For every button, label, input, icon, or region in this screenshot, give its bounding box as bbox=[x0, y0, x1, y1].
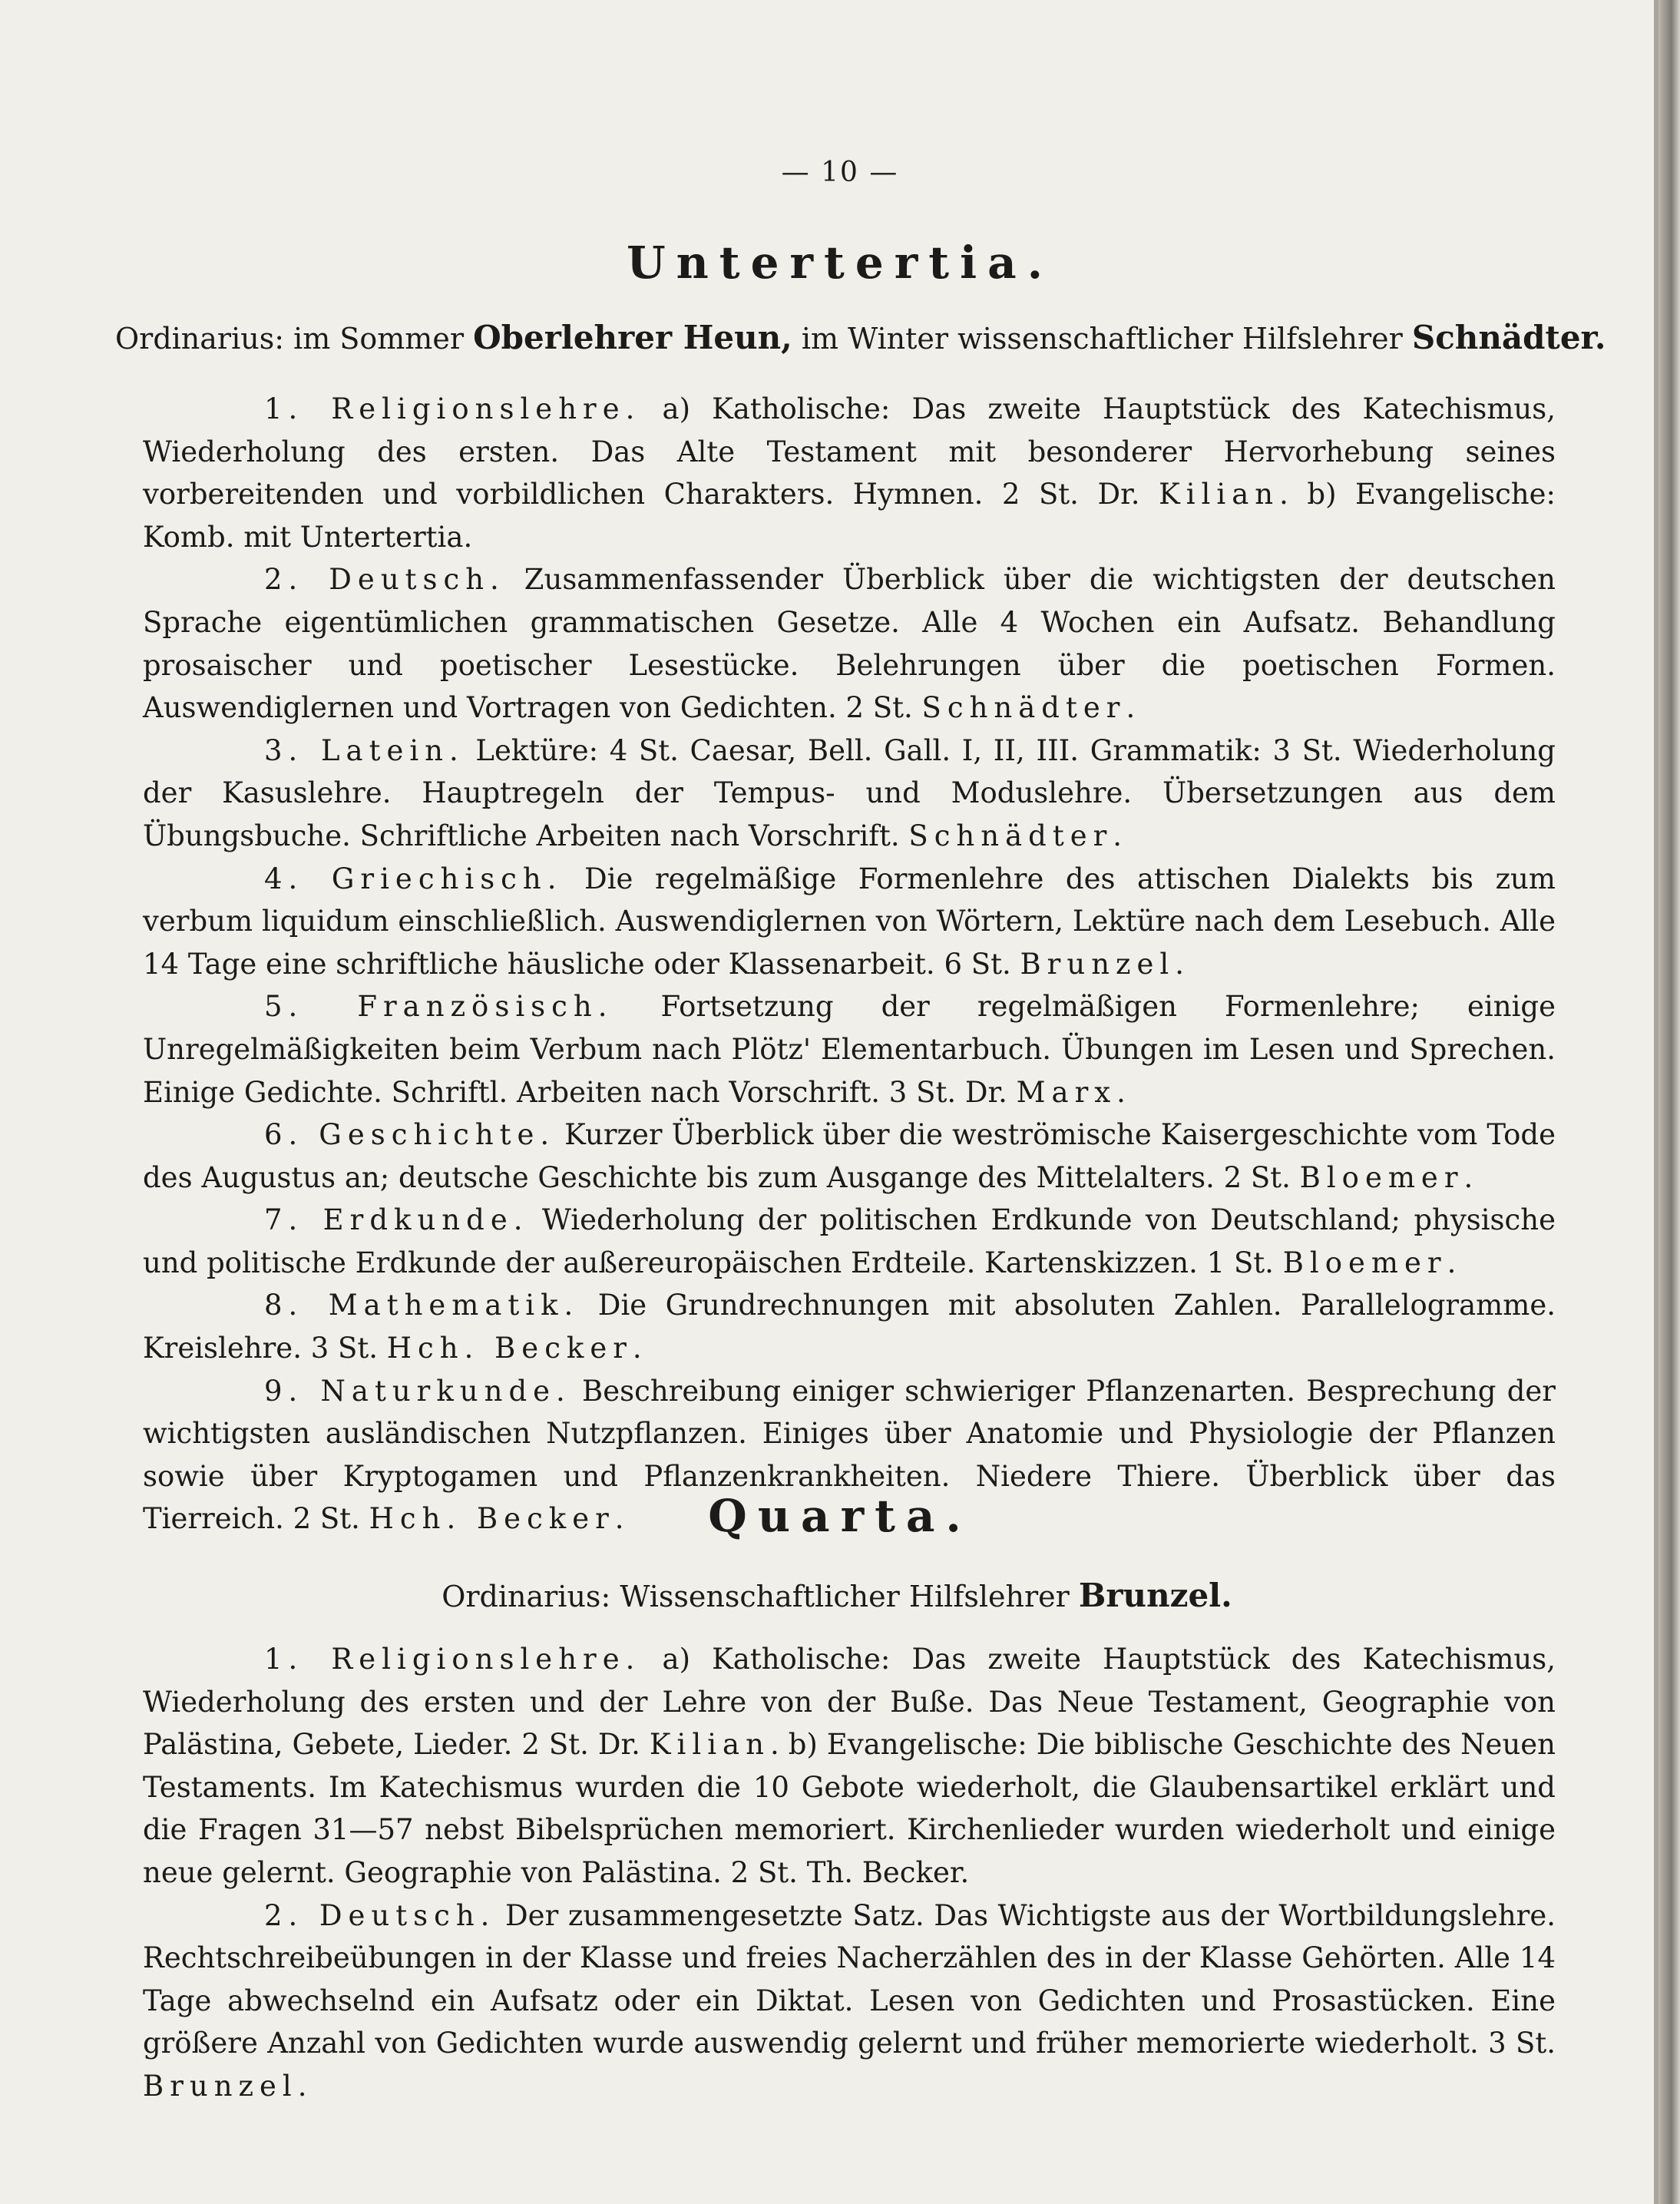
ordinarius-untertertia bbox=[115, 316, 1606, 360]
subject-text: Beschreibung einiger schwieriger Pflanzenarten. Besprechung der wichtigsten ausländischen Nutzpflanzen. Einiges über Anatomie und Physiologie der Pflanzen sowie über Kryptogamen und Pflanzenkrankheiten. Niedere Thiere. Überblick über das Tierreich. 2 St. bbox=[143, 1374, 1556, 1536]
subject-text-after: . bbox=[1447, 1246, 1457, 1279]
subject-text-after: . bbox=[632, 1332, 642, 1365]
teacher-name: Marx bbox=[1016, 1075, 1117, 1109]
subject-label: 8. Mathematik. bbox=[264, 1289, 580, 1322]
subject-text-after: . bbox=[1113, 819, 1123, 852]
book-binding bbox=[1659, 0, 1680, 2204]
subject-label: 2. Deutsch. bbox=[264, 1898, 496, 1932]
ordinarius-prefix: Ordinarius: Wissenschaftlicher Hilfslehrer bbox=[441, 1580, 1079, 1613]
subject-text: Die Grundrechnungen mit absoluten Zahlen. Parallelogramme. Kreislehre. 3 St. bbox=[143, 1289, 1556, 1365]
subject-paragraph bbox=[143, 1114, 1556, 1199]
subject-text-after: . bbox=[1463, 1160, 1473, 1194]
subject-paragraph bbox=[143, 1199, 1556, 1284]
teacher-name: Kilian bbox=[1159, 478, 1280, 511]
subject-label: 3. Latein. bbox=[264, 733, 465, 767]
ordinarius-middle: im Winter wissenschaftlicher Hilfslehrer bbox=[792, 322, 1412, 356]
subject-paragraph bbox=[143, 558, 1556, 729]
teacher-name: Bloemer bbox=[1282, 1246, 1447, 1279]
ordinarius-prefix: Ordinarius: im Sommer bbox=[115, 322, 474, 356]
subject-text: Lektüre: 4 St. Caesar, Bell. Gall. I, II, III. Grammatik: 3 St. Wiederholung der Kasuslehre. Hauptregeln der Tempus- und Moduslehre. Übersetzungen aus dem Übungsbuche. Schriftliche Arbeiten nach Vorschrift. bbox=[143, 733, 1556, 852]
subject-text: Fortsetzung der regelmäßigen Formenlehre; einige Unregelmäßigkeiten beim Verbum nach Plötz' Elementarbuch. Übungen im Lesen und Sprechen. Einige Gedichte. Schriftl. Arbeiten nach Vorschrift. 3 St. Dr. bbox=[143, 990, 1556, 1109]
ordinarius-quarta bbox=[115, 1574, 1559, 1618]
section-title-untertertia: Untertertia. bbox=[627, 237, 1053, 289]
subject-text-after: . bbox=[297, 2069, 307, 2103]
subject-list-untertertia bbox=[143, 388, 1556, 1540]
subject-text: Wiederholung der politischen Erdkunde von Deutschland; physische und politische Erdkunde der außereuropäischen Erdteile. Kartenskizzen. 1 St. bbox=[143, 1203, 1556, 1279]
subject-paragraph bbox=[143, 1284, 1556, 1369]
subject-text-after: . b) Evangelische: Komb. mit Untertertia. bbox=[143, 478, 1556, 554]
teacher-name: Hch. Becker bbox=[369, 1502, 615, 1536]
subject-text: a) Katholische: Das zweite Hauptstück des Katechismus, Wiederholung des ersten und der Lehre von der Buße. Das Neue Testament, Geographie von Palästina, Gebete, Lieder. 2 St. Dr. bbox=[143, 1643, 1556, 1762]
section-title-quarta: Quarta. bbox=[708, 1490, 972, 1542]
subject-paragraph bbox=[143, 388, 1556, 558]
subject-text: Kurzer Überblick über die weströmische Kaisergeschichte vom Tode des Augustus an; deutsche Geschichte bis zum Ausgange des Mittelalters. 2 St. bbox=[143, 1118, 1556, 1194]
ordinarius-name-summer: Oberlehrer Heun, bbox=[473, 319, 792, 356]
teacher-name: Kilian bbox=[649, 1728, 770, 1762]
subject-list-quarta bbox=[143, 1638, 1556, 2108]
page-number: — 10 — bbox=[781, 157, 899, 188]
subject-text: a) Katholische: Das zweite Hauptstück des Katechismus, Wiederholung des ersten. Das Alte Testament mit besonderer Hervorhebung seines vorbereitenden und vorbildlichen Charakters. Hymnen. 2 St. Dr. bbox=[143, 392, 1556, 511]
subject-text: Zusammenfassender Überblick über die wichtigsten der deutschen Sprache eigentümlichen grammatischen Gesetze. Alle 4 Wochen ein Aufsatz. Behandlung prosaischer und poetischer Lesestücke. Belehrungen über die poetischen Formen. Auswendiglernen und Vortragen von Gedichten. 2 St. bbox=[143, 563, 1556, 725]
subject-text-after: . bbox=[1175, 947, 1185, 981]
subject-label: 1. Religionslehre. bbox=[264, 392, 641, 425]
subject-label: 2. Deutsch. bbox=[264, 563, 505, 597]
teacher-name: Hch. Becker bbox=[386, 1332, 633, 1365]
ordinarius-name-winter: Schnädter. bbox=[1411, 319, 1606, 356]
teacher-name: Schnädter bbox=[908, 819, 1113, 852]
subject-text: Der zusammengesetzte Satz. Das Wichtigste aus der Wortbildungslehre. Rechtschreibeübungen in der Klasse und freies Nacherzählen des in der Klasse Gehörten. Alle 14 Tage abwechselnd ein Aufsatz oder ein Diktat. Lesen von Gedichten und Prosastücken. Eine größere Anzahl von Gedichten wurde auswendig gelernt und früher memorierte wiederholt. 3 St. bbox=[143, 1898, 1556, 2060]
teacher-name: Bloemer bbox=[1299, 1160, 1464, 1194]
subject-paragraph bbox=[143, 1895, 1556, 2108]
subject-paragraph bbox=[143, 858, 1556, 986]
subject-text-after: . bbox=[614, 1502, 624, 1536]
subject-paragraph bbox=[143, 1638, 1556, 1895]
subject-text-after: . b) Evangelische: Die biblische Geschichte des Neuen Testaments. Im Katechismus wurden die 10 Gebote wiederholt, die Glaubensartikel erklärt und die Fragen 31—57 nebst Bibelsprüchen memoriert. Kirchenlieder wurden wiederholt und einige neue gelernt. Geographie von Palästina. 2 St. Th. Becker. bbox=[143, 1728, 1556, 1889]
subject-text: Die regelmäßige Formenlehre des attischen Dialekts bis zum verbum liquidum einschließlich. Auswendiglernen von Wörtern, Lektüre nach dem Lesebuch. Alle 14 Tage eine schriftliche häusliche oder Klassenarbeit. 6 St. bbox=[143, 862, 1556, 981]
subject-label: 1. Religionslehre. bbox=[264, 1643, 641, 1676]
subject-label: 7. Erdkunde. bbox=[264, 1203, 529, 1237]
subject-label: 6. Geschichte. bbox=[264, 1118, 556, 1152]
subject-text-after: . bbox=[1116, 1075, 1126, 1109]
subject-label: 5. Französisch. bbox=[264, 990, 613, 1024]
subject-label: 9. Naturkunde. bbox=[264, 1374, 571, 1408]
subject-text-after: . bbox=[1126, 691, 1136, 725]
ordinarius-name: Brunzel. bbox=[1078, 1577, 1232, 1614]
teacher-name: Schnädter bbox=[921, 691, 1126, 725]
teacher-name: Brunzel bbox=[1020, 947, 1176, 981]
teacher-name: Brunzel bbox=[143, 2069, 298, 2103]
subject-label: 4. Griechisch. bbox=[264, 862, 563, 895]
subject-paragraph bbox=[143, 730, 1556, 858]
subject-paragraph bbox=[143, 985, 1556, 1114]
